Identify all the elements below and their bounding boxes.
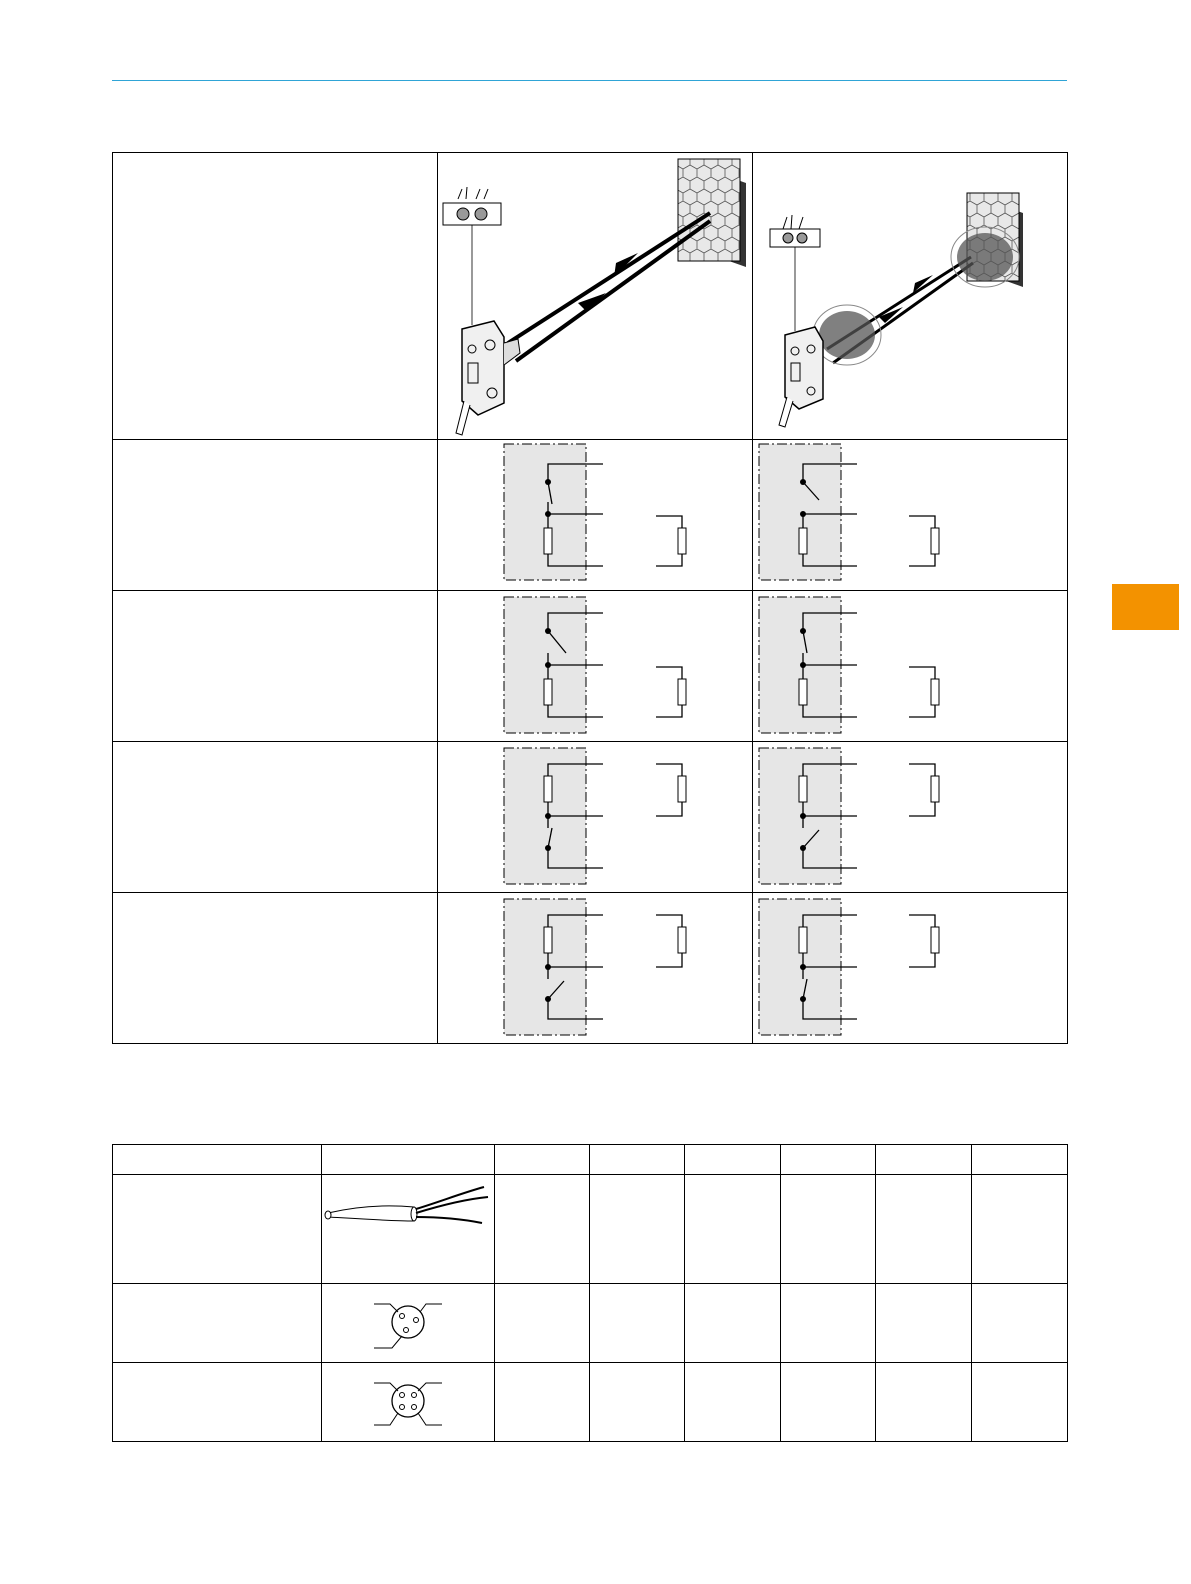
header-rule	[112, 80, 1067, 81]
table-row	[113, 1175, 1068, 1284]
connector-cell	[322, 1175, 495, 1284]
table-cell	[972, 1284, 1068, 1363]
column-header	[113, 1145, 322, 1175]
table-cell	[590, 1175, 685, 1284]
circuit-diagram	[753, 742, 1068, 893]
table-cell	[876, 1363, 972, 1442]
table-cell	[590, 1363, 685, 1442]
illustration-interrupted-beam	[753, 153, 1068, 440]
table-cell	[495, 1284, 590, 1363]
chapter-tab	[1112, 584, 1179, 630]
row-label-cell	[113, 153, 438, 440]
table-cell	[972, 1175, 1068, 1284]
dust-cloud-icon	[813, 227, 1019, 365]
connector-cell	[322, 1363, 495, 1442]
row-label-cell	[113, 591, 438, 742]
table-cell	[876, 1284, 972, 1363]
illustration-row	[113, 153, 1068, 440]
circuit-diagram	[438, 893, 753, 1044]
indicator-led-icon	[443, 187, 501, 325]
row-label-cell	[113, 893, 438, 1044]
table-cell	[685, 1363, 781, 1442]
table-row	[113, 591, 1068, 742]
table-cell	[590, 1284, 685, 1363]
table-row	[113, 1363, 1068, 1442]
output-logic-table	[112, 152, 1068, 1044]
table-cell	[685, 1175, 781, 1284]
row-label-cell	[113, 742, 438, 893]
row-label-cell	[113, 1363, 322, 1442]
table-cell	[781, 1363, 876, 1442]
table-row	[113, 893, 1068, 1044]
table-cell	[781, 1175, 876, 1284]
row-label-cell	[113, 440, 438, 591]
sensor-icon	[779, 327, 823, 427]
table-row	[113, 742, 1068, 893]
column-header	[685, 1145, 781, 1175]
circuit-diagram	[438, 742, 753, 893]
indicator-led-icon	[770, 215, 820, 331]
table-header-row	[113, 1145, 1068, 1175]
illustration-clear-beam	[438, 153, 753, 440]
column-header	[781, 1145, 876, 1175]
circuit-diagram	[753, 893, 1068, 1044]
table-row	[113, 440, 1068, 591]
table-cell	[876, 1175, 972, 1284]
reflector-icon	[678, 159, 746, 267]
column-header	[322, 1145, 495, 1175]
circuit-diagram	[753, 440, 1068, 591]
circuit-diagram	[438, 591, 753, 742]
table-cell	[495, 1363, 590, 1442]
connection-table	[112, 1144, 1068, 1442]
connector-cell	[322, 1284, 495, 1363]
table-cell	[781, 1284, 876, 1363]
column-header	[590, 1145, 685, 1175]
column-header	[972, 1145, 1068, 1175]
table-row	[113, 1284, 1068, 1363]
table-cell	[495, 1175, 590, 1284]
row-label-cell	[113, 1284, 322, 1363]
m12-4pin-connector-icon	[322, 1363, 494, 1441]
table-cell	[685, 1284, 781, 1363]
column-header	[876, 1145, 972, 1175]
sensor-icon	[456, 321, 520, 435]
circuit-diagram	[753, 591, 1068, 742]
column-header	[495, 1145, 590, 1175]
row-label-cell	[113, 1175, 322, 1284]
circuit-diagram	[438, 440, 753, 591]
table-cell	[972, 1363, 1068, 1442]
m8-3pin-connector-icon	[322, 1284, 494, 1362]
cable-icon	[322, 1175, 494, 1283]
